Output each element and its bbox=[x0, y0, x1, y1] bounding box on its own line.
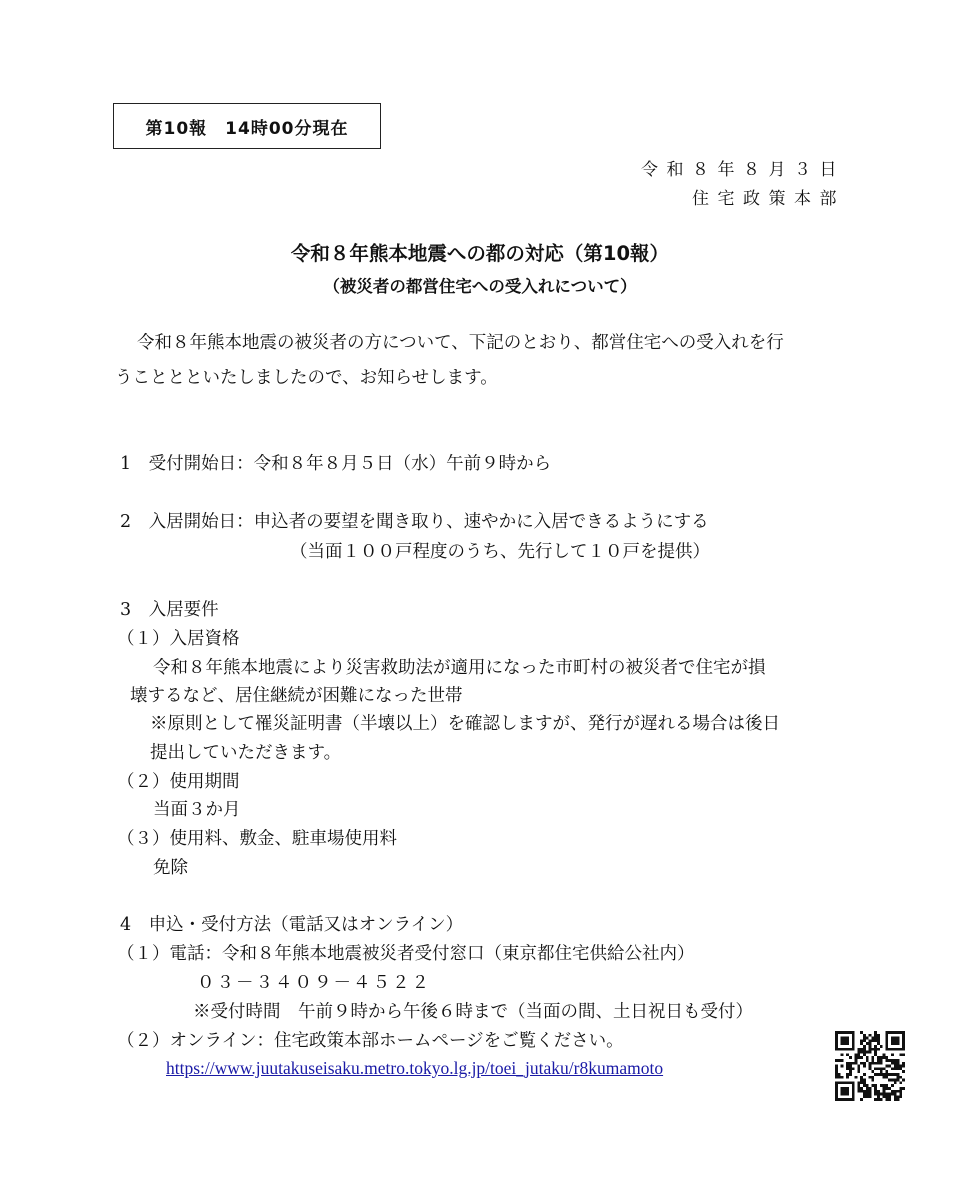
section-1-reception-start: 1 受付開始日：令和８年８月５日（水）午前９時から bbox=[120, 454, 552, 474]
section-3-1-line-2: 壊するなど、居住継続が困難になった世帯 bbox=[130, 686, 463, 706]
section-3-2-title: （２）使用期間 bbox=[117, 772, 240, 792]
document-title: 令和８年熊本地震への都の対応（第10報） bbox=[290, 242, 670, 265]
section-3-3-title: （３）使用料、敷金、駐車場使用料 bbox=[117, 829, 397, 849]
section-3-1-note-2: 提出していただきます。 bbox=[150, 743, 342, 763]
section-4-2-title: （２）オンライン：住宅政策本部ホームページをご覧ください。 bbox=[117, 1031, 624, 1051]
section-3-1-title: （１）入居資格 bbox=[117, 629, 240, 649]
section-3-title: 3 入居要件 bbox=[120, 600, 219, 620]
section-3-1-line-1: 令和８年熊本地震により災害救助法が適用になった市町村の被災者で住宅が損 bbox=[153, 658, 766, 678]
qr-code-icon bbox=[835, 1031, 905, 1101]
section-2-move-in-start: 2 入居開始日：申込者の要望を聞き取り、速やかに入居できるようにする bbox=[120, 512, 709, 532]
issue-date: 令和８年８月３日 bbox=[641, 160, 845, 180]
section-3-1-note-1: ※原則として罹災証明書（半壊以上）を確認しますが、発行が遅れる場合は後日 bbox=[150, 714, 780, 734]
section-4-1-hours: ※受付時間 午前９時から午後６時まで（当面の間、土日祝日も受付） bbox=[193, 1002, 753, 1022]
section-3-3-value: 免除 bbox=[153, 858, 188, 878]
intro-line-2: うこととといたしましたので、お知らせします。 bbox=[115, 368, 498, 388]
intro-line-1: 令和８年熊本地震の被災者の方について、下記のとおり、都営住宅への受入れを行 bbox=[137, 333, 784, 353]
section-4-title: 4 申込・受付方法（電話又はオンライン） bbox=[120, 915, 464, 935]
section-2-note: （当面１００戸程度のうち、先行して１０戸を提供） bbox=[290, 542, 710, 562]
document-subtitle: （被災者の都営住宅への受入れについて） bbox=[323, 277, 637, 296]
report-label: 第10報 14時00分現在 bbox=[145, 118, 349, 139]
homepage-link[interactable]: https://www.juutakuseisaku.metro.tokyo.lg.jp/toei_jutaku/r8kumamoto bbox=[166, 1058, 664, 1078]
issuing-department: 住宅政策本部 bbox=[692, 189, 845, 209]
section-4-1-phone: ０３－３４０９－４５２２ bbox=[197, 973, 431, 993]
report-number-box bbox=[113, 103, 381, 149]
section-4-1-title: （１）電話：令和８年熊本地震被災者受付窓口（東京都住宅供給公社内） bbox=[117, 944, 695, 964]
section-3-2-value: 当面３か月 bbox=[153, 800, 241, 820]
